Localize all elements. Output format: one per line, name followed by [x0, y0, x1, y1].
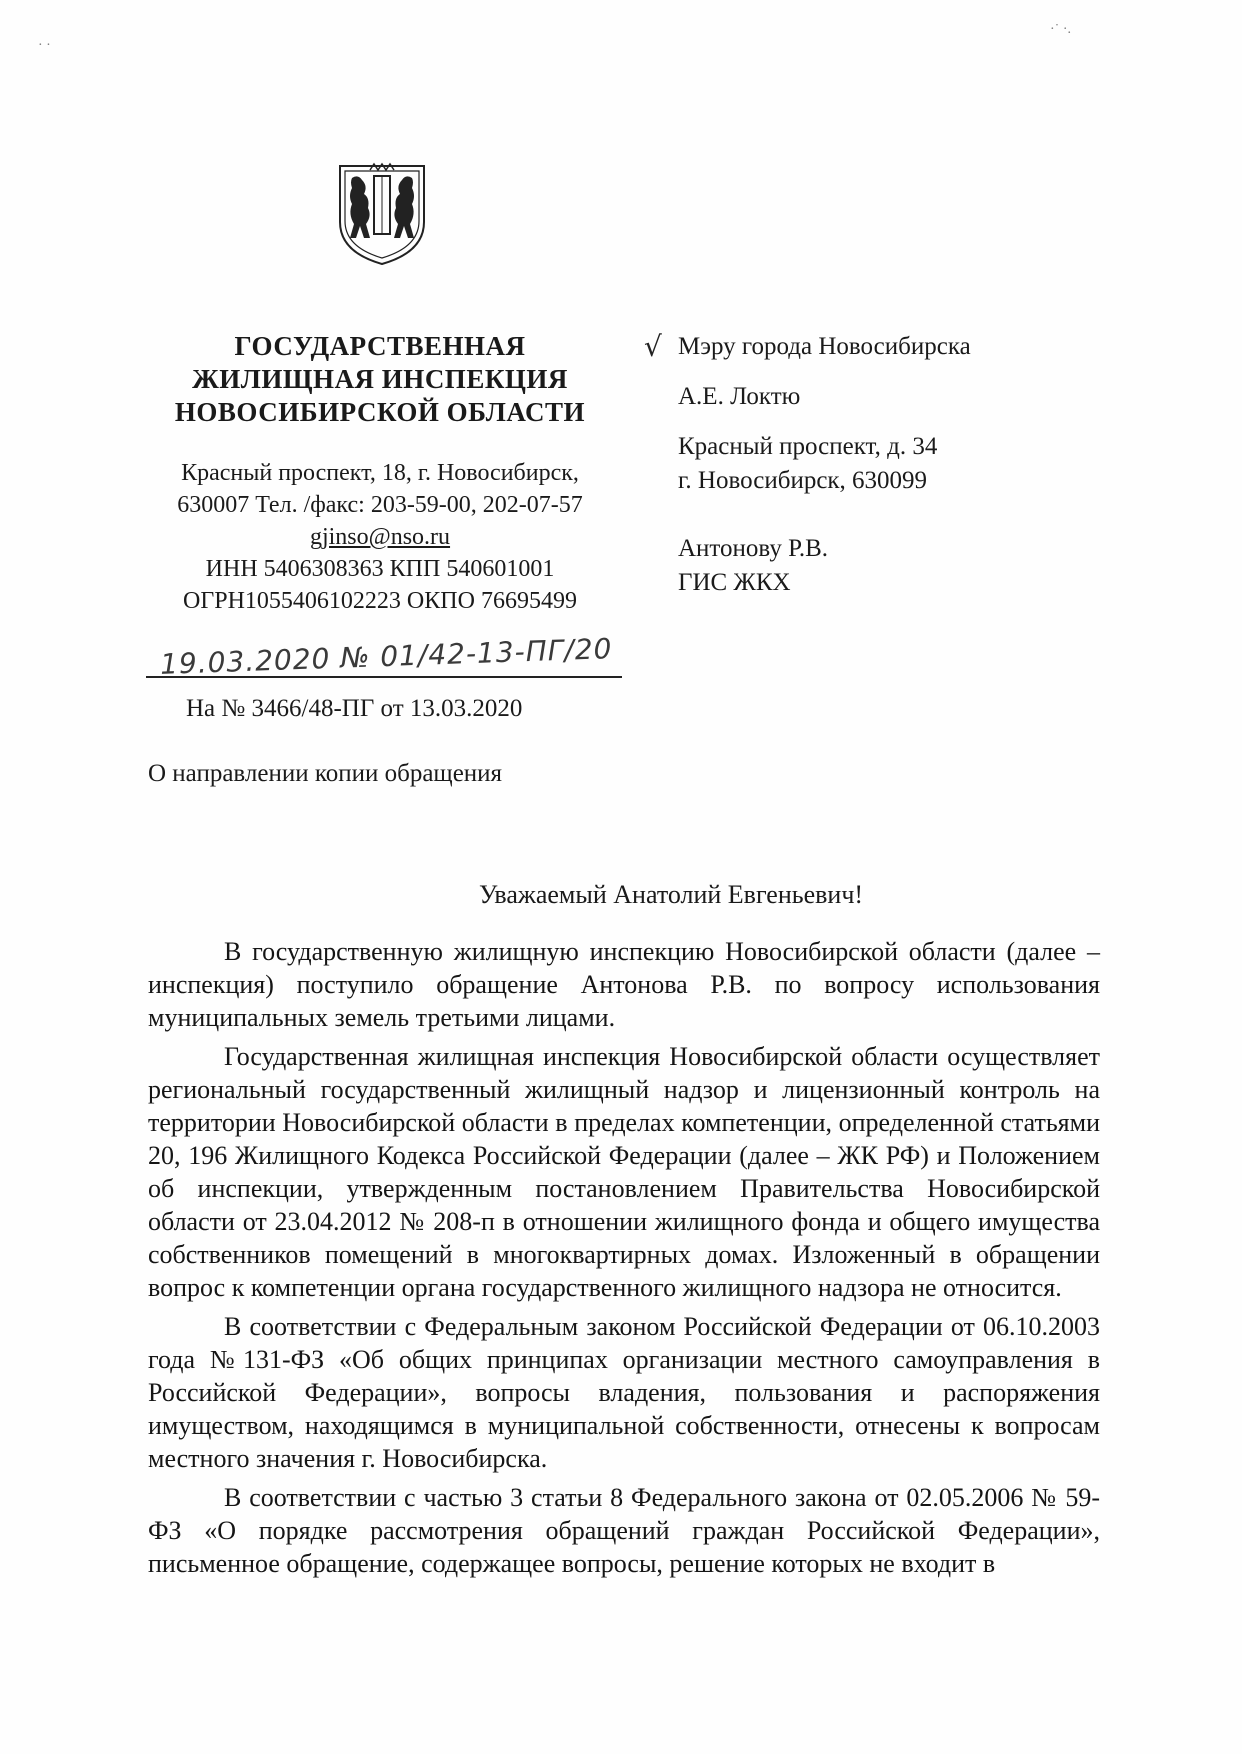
salutation: Уважаемый Анатолий Евгеньевич! — [478, 880, 864, 909]
registration-underline — [146, 676, 622, 678]
letter-body — [148, 935, 1100, 1586]
body-paragraph: Государственная жилищная инспекция Новосибирской области осуществляет региональный государственный жилищный надзор и лицензионный контроль на территории Новосибирской области в пределах компетенции, определенной статьями 20, 196 Жилищного Кодекса Российской Федерации (далее – ЖК РФ) и Положением об инспекции, утвержденным постановлением Правительства Новосибирской области от 23.04.2012 № 208-п в отношении жилищного фонда и общего имущества собственников помещений в многоквартирных домах. Изложенный в обращении вопрос к компетенции органа государственного жилищного надзора не относится. — [148, 1042, 1100, 1302]
organization-name-line: ЖИЛИЩНАЯ ИНСПЕКЦИЯ — [192, 364, 568, 394]
organization-details — [130, 457, 630, 617]
letter-subject: О направлении копии обращения — [148, 760, 503, 787]
handwritten-registration: 19.03.2020 № 01/42-13-ПГ/20 — [159, 632, 613, 681]
body-paragraph: В соответствии с частью 3 статьи 8 Федерального закона от 02.05.2006 № 59-ФЗ «О порядке рассмотрения обращений граждан Российской Федерации», письменное обращение, содержащее вопросы, решение которых не входит в — [148, 1483, 1100, 1578]
scan-noise: ·˙ ·. — [1050, 22, 1071, 37]
letterhead — [130, 330, 630, 617]
organization-name-line: НОВОСИБИРСКОЙ ОБЛАСТИ — [174, 397, 586, 427]
recipient-title: Мэру города Новосибирска — [678, 333, 971, 360]
recipient-address-line: Красный проспект, д. 34 — [678, 433, 938, 460]
scan-noise: · · — [38, 38, 51, 53]
reference-number: На № 3466/48-ПГ от 13.03.2020 — [186, 695, 523, 722]
organization-name — [130, 330, 630, 429]
email-link[interactable]: gjinso@nso.ru — [309, 524, 451, 550]
recipient-block — [644, 330, 1098, 600]
inn-kpp-line: ИНН 5406308363 КПП 540601001 — [205, 556, 555, 582]
cc-recipient-name: Антонову Р.В. — [678, 535, 829, 562]
body-paragraph: В соответствии с Федеральным законом Российской Федерации от 06.10.2003 года №131-ФЗ «Об общих принципах организации местного самоуправления в Российской Федерации», вопросы владения, пользования и распоряжения имуществом, находящимся в муниципальной собственности, отнесены к вопросам местного значения г. Новосибирска. — [148, 1312, 1100, 1473]
registration-field — [146, 632, 622, 681]
cc-recipient-org: ГИС ЖКХ — [678, 569, 791, 596]
organization-name-line: ГОСУДАРСТВЕННАЯ — [234, 331, 526, 361]
body-paragraph: В государственную жилищную инспекцию Новосибирской области (далее – инспекция) поступило обращение Антонова Р.В. по вопросу использования муниципальных земель третьими лицами. — [148, 937, 1100, 1032]
ogrn-okpo-line: ОГРН1055406102223 ОКПО 76695499 — [183, 588, 577, 614]
recipient-name: А.Е. Локтю — [678, 383, 801, 410]
check-mark-icon: √ — [644, 330, 662, 363]
phone-line: 630007 Тел. /факс: 203-59-00, 202-07-57 — [177, 492, 583, 518]
coat-of-arms-icon — [334, 160, 430, 268]
address-line: Красный проспект, 18, г. Новосибирск, — [181, 460, 579, 486]
recipient-address-line: г. Новосибирск, 630099 — [678, 467, 928, 494]
